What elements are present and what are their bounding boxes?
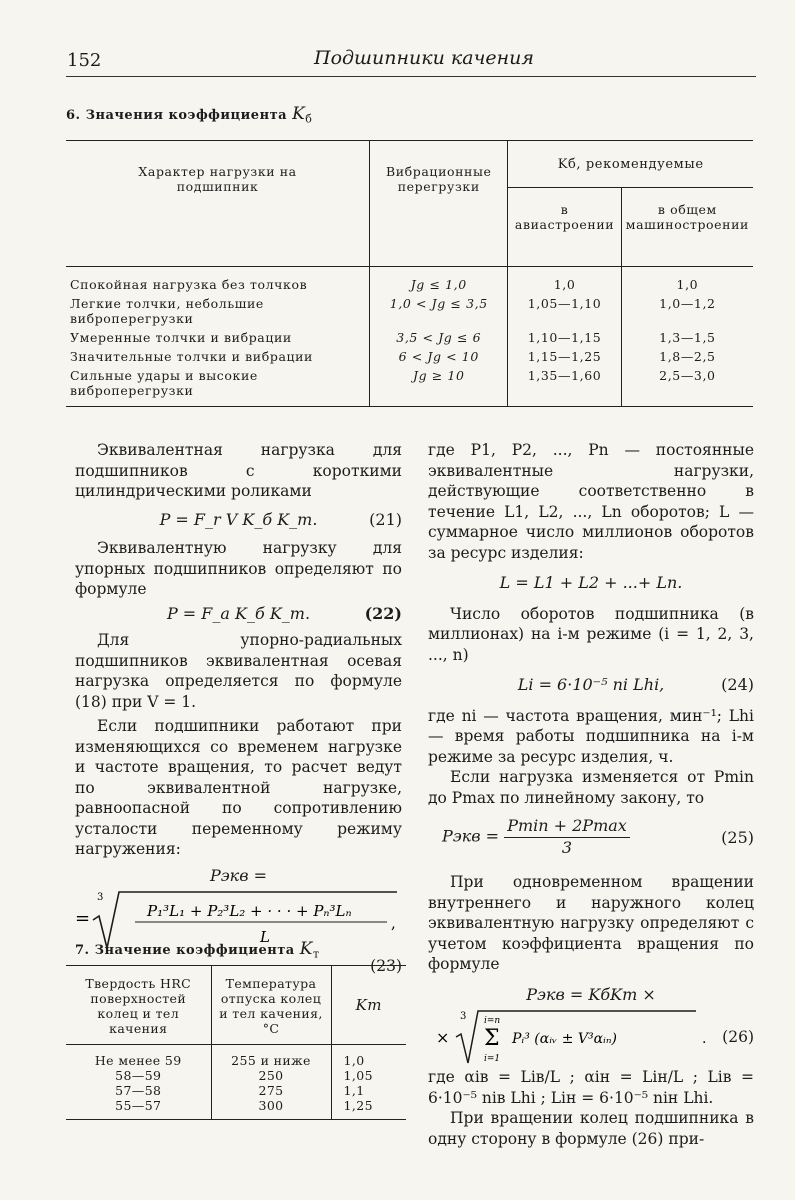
table6-cell-gen: 2,5—3,0 [621, 366, 753, 407]
equation-sum-l: L = L1 + L2 + ...+ Ln. [499, 573, 683, 592]
list-item: 58—59 [115, 1068, 162, 1083]
svg-text:=: = [75, 908, 91, 929]
table6-cell-load: Спокойная нагрузка без толчков [66, 267, 370, 295]
equation-25-number: (25) [721, 828, 754, 847]
equation-25-fraction [504, 816, 630, 858]
table6-cell-vib: 1,0 < Jg ≤ 3,5 [370, 294, 508, 328]
equation-26-radical [428, 1007, 718, 1067]
svg-text:L: L [260, 928, 270, 946]
table6-cell-gen: 1,3—1,5 [621, 328, 753, 347]
table6-caption-symbol: K [292, 104, 306, 124]
table6-cell-vib: 3,5 < Jg ≤ 6 [370, 328, 508, 347]
table-row [66, 347, 753, 366]
table6-caption [66, 104, 312, 126]
list-item: 1,1 [343, 1083, 365, 1098]
table7 [66, 965, 406, 1120]
table6-cell-vib: 6 < Jg < 10 [370, 347, 508, 366]
equation-26-lhs: Pэкв = KбKт × [526, 984, 656, 1004]
table-row [66, 366, 753, 407]
table7-col-hardness-values [66, 1045, 211, 1120]
table6-cell-avia: 1,0 [508, 267, 621, 295]
table6-col-general: в общем машиностроении [621, 188, 753, 267]
table6-cell-load: Значительные толчки и вибрации [70, 349, 313, 364]
page-number: 152 [67, 50, 102, 71]
table6-cell-load: Сильные удары и высокие виброперегрузки [66, 366, 370, 407]
svg-text:i=n: i=n [484, 1016, 501, 1026]
equation-22-body: P = F_a K_б K_т. [166, 603, 311, 623]
equation-23-number: (23) [370, 957, 402, 975]
right-column [428, 440, 754, 1149]
equation-24-number: (24) [721, 675, 754, 694]
table7-col-temp-values [211, 1045, 331, 1120]
list-item: 57—58 [115, 1083, 162, 1098]
right-paragraph-6: где αiв = Liв/L ; αiн = Liн/L ; Liв = 6·10⁻⁵ niв Lhi ; Liн = 6·10⁻⁵ niн Lhi. [428, 1068, 754, 1107]
list-item: 300 [258, 1098, 284, 1113]
table-row [66, 328, 753, 347]
list-item: 255 и ниже [231, 1053, 311, 1068]
table6-cell-gen: 1,0 [621, 267, 753, 295]
table6-cell-load: Легкие толчки, небольшие виброперегрузки [70, 296, 264, 326]
equation-25-numerator: Pmin + 2Pmax [504, 816, 630, 838]
svg-text:,: , [391, 914, 396, 932]
table6-cell-avia: 1,15—1,25 [508, 347, 621, 366]
table6-cell-avia: 1,10—1,15 [508, 328, 621, 347]
svg-text:3: 3 [97, 892, 104, 903]
list-item: Не менее 59 [94, 1053, 182, 1068]
table7-col-k: Kт [331, 966, 406, 1045]
table7-col-temp: Температура отпуска колец и тел качения, °C [211, 966, 331, 1045]
table7-caption-sub: т [312, 947, 320, 961]
right-paragraph-4: Если нагрузка изменяется от Pmin до Pmax по линейному закону, то [428, 768, 754, 807]
right-paragraph-3: где ni — частота вращения, мин⁻¹; Lhi — время работы подшипника на i-м режиме за ресурс изделия, ч. [428, 706, 754, 766]
left-paragraph-2: Эквивалентную нагрузку для упорных подшипников определяют по формуле [75, 539, 402, 598]
list-item: 1,05 [343, 1068, 373, 1083]
table6-cell-vib: Jg ≤ 1,0 [370, 267, 508, 295]
table6-caption-sub: б [305, 112, 313, 126]
table6-col-recommended: Kб, рекомендуемые [508, 141, 753, 188]
svg-text:.: . [702, 1031, 707, 1047]
table7-caption-symbol: K [299, 939, 313, 959]
svg-text:i=1: i=1 [484, 1054, 501, 1064]
left-paragraph-3: Для упорно-радиальных подшипников эквивалентная осевая нагрузка определяется по формуле (18) при V = 1. [75, 631, 402, 711]
table6-cell-gen: 1,8—2,5 [621, 347, 753, 366]
equation-22-number: (22) [364, 603, 402, 623]
table6-col-vibration: Вибрационные перегрузки [370, 141, 508, 267]
svg-text:Pᵢ³ (αᵢᵥ ± V³αᵢₙ): Pᵢ³ (αᵢᵥ ± V³αᵢₙ) [512, 1031, 618, 1047]
equation-25 [428, 816, 754, 858]
header-rule [66, 76, 756, 77]
table6-cell-avia: 1,35—1,60 [508, 366, 621, 407]
equation-26 [428, 1007, 754, 1067]
equation-25-denominator: 3 [561, 837, 573, 857]
right-paragraph-1: где P1, P2, ..., Pn — постоянные эквивалентные нагрузки, действующие соответственно в течение L1, L2, ..., Ln оборотов; L — суммарное число миллионов оборотов за ресурс изделия: [428, 441, 754, 562]
running-title: Подшипники качения [314, 47, 534, 69]
equation-25-lhs: Pэкв = [442, 826, 500, 846]
list-item: 1,0 [343, 1053, 365, 1068]
equation-23-lhs: Pэкв = [209, 865, 268, 885]
equation-22 [75, 604, 402, 625]
table7-col-hardness: Твердость HRC поверхностей колец и тел качения [66, 966, 211, 1045]
table6-col-aviation: в авиастроении [508, 188, 621, 267]
left-paragraph-1: Эквивалентная нагрузка для подшипников с короткими цилиндрическими роликами [75, 441, 402, 500]
table6-cell-avia: 1,05—1,10 [508, 294, 621, 328]
equation-26-number: (26) [722, 1028, 754, 1046]
svg-text:3: 3 [460, 1011, 467, 1022]
list-item: 275 [258, 1083, 284, 1098]
table6-cell-gen: 1,0—1,2 [621, 294, 753, 328]
list-item: 55—57 [115, 1098, 162, 1113]
right-paragraph-5: При одновременном вращении внутреннего и наружного колец эквивалентную нагрузку определяют с учетом коэффициента вращения по формуле [428, 873, 754, 973]
table6-cell-vib: Jg ≥ 10 [370, 366, 508, 407]
table6-cell-load: Умеренные толчки и вибрации [70, 330, 292, 345]
table6-col-load: Характер нагрузки на подшипник [66, 141, 370, 267]
svg-text:×: × [436, 1028, 450, 1047]
table-row [66, 294, 753, 328]
list-item: 250 [258, 1068, 284, 1083]
table-row [66, 267, 753, 295]
equation-21-body: P = F_r V K_б K_т. [159, 509, 318, 529]
left-column [75, 440, 402, 977]
svg-text:P₁³L₁ + P₂³L₂ + · · · + Pₙ³Lₙ: P₁³L₁ + P₂³L₂ + · · · + Pₙ³Lₙ [147, 902, 352, 920]
equation-24-body: Li = 6·10⁻⁵ ni Lhi, [517, 675, 665, 694]
equation-24 [428, 675, 754, 696]
table7-caption [75, 939, 320, 961]
list-item: 1,25 [343, 1098, 373, 1113]
table7-caption-prefix: 7. Значение коэффициента [75, 943, 295, 958]
svg-text:Σ: Σ [484, 1026, 500, 1051]
left-paragraph-4: Если подшипники работают при изменяющихся со временем нагрузке и частоте вращения, то расчет ведут по эквивалентной нагрузке, равноопасной по сопротивлению усталости переменному режиму нагружения: [75, 717, 402, 858]
table6-caption-prefix: 6. Значения коэффициента [66, 108, 288, 123]
table7-col-k-values [331, 1045, 406, 1120]
right-paragraph-2: Число оборотов подшипника (в миллионах) на i-м режиме (i = 1, 2, 3, ..., n) [428, 604, 754, 664]
table6 [66, 140, 753, 407]
equation-21 [75, 510, 402, 531]
right-paragraph-7: При вращении колец подшипника в одну сторону в формуле (26) при- [428, 1109, 754, 1148]
equation-21-number: (21) [369, 509, 402, 529]
